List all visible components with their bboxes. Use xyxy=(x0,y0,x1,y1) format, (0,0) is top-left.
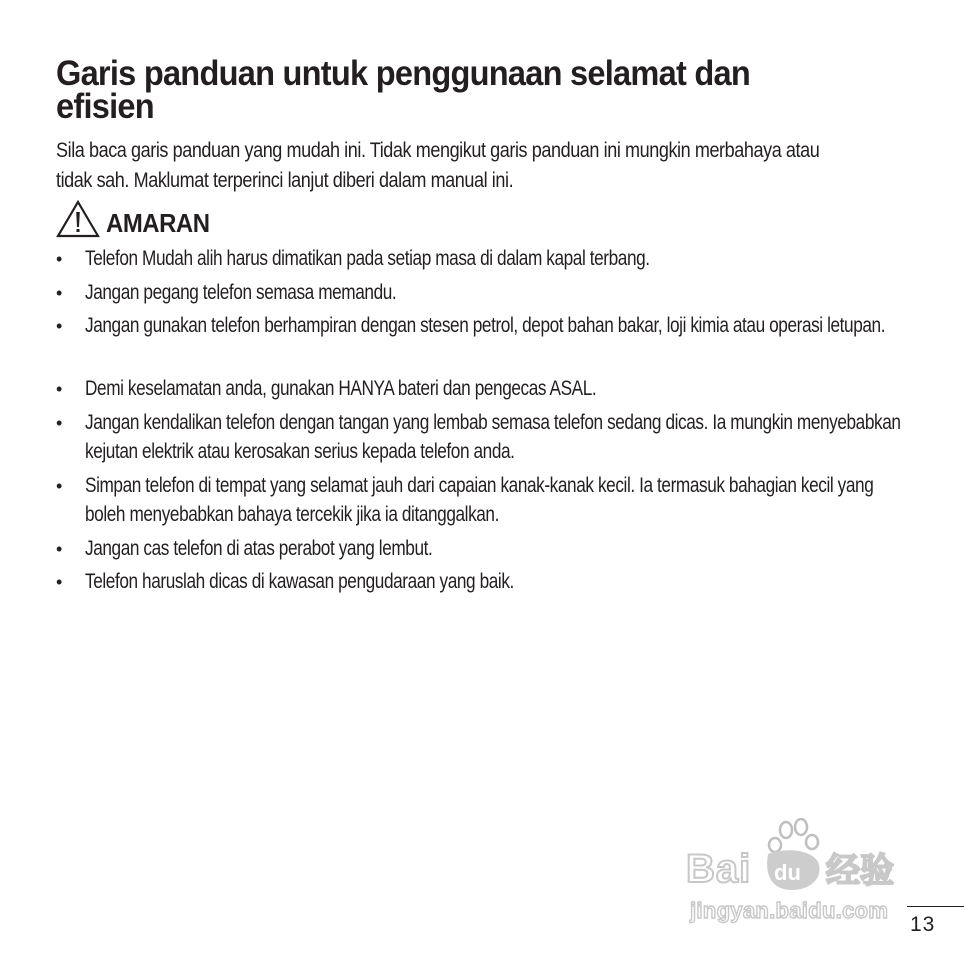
bullet-point: • xyxy=(56,379,63,399)
svg-text:经验: 经验 xyxy=(826,851,894,891)
bullet-point: • xyxy=(56,475,63,496)
list-item xyxy=(56,567,956,597)
list-item-text: Jangan pegang telefon semasa memandu. xyxy=(85,280,397,304)
warning-label: AMARAN xyxy=(106,208,210,238)
list-item xyxy=(56,471,956,530)
list-item-text: Jangan gunakan telefon berhampiran dengan stesen petrol, depot bahan bakar, loji kimia atau operasi letupan. xyxy=(85,314,886,337)
list-item xyxy=(56,534,956,564)
list-item xyxy=(56,311,956,370)
intro-paragraph: Sila baca garis panduan yang mudah ini. Tidak mengikut garis panduan ini mungkin merbahaya atau tidak sah. Maklumat terperinci lanjut diberi dalam manual ini. xyxy=(56,139,820,192)
svg-text:du: du xyxy=(774,860,801,885)
bullet-point: • xyxy=(56,412,63,433)
list-item-text: Telefon haruslah dicas di kawasan pengudaraan yang baik. xyxy=(85,570,514,593)
warning-triangle-icon xyxy=(56,200,100,238)
svg-text:jingyan.baidu.com: jingyan.baidu.com xyxy=(690,898,889,923)
page-number-rule xyxy=(907,906,964,907)
list-item-text: Demi keselamatan anda, gunakan HANYA bateri dan pengecas ASAL. xyxy=(85,377,597,400)
page-number: 13 xyxy=(910,913,936,936)
baidu-watermark-logo xyxy=(684,818,910,930)
bullet-point: • xyxy=(56,572,63,592)
list-item-text: Jangan kendalikan telefon dengan tangan yang lembab semasa telefon sedang dicas. Ia mungkin menyebabkan kejutan elektrik atau kerosakan serius kepada telefon anda. xyxy=(85,410,901,463)
page-title: Garis panduan untuk penggunaan selamat dan efisien xyxy=(56,54,751,126)
svg-text:Bai: Bai xyxy=(686,847,752,891)
bullet-point: • xyxy=(56,249,63,269)
list-item-text: Simpan telefon di tempat yang selamat jauh dari capaian kanak-kanak kecil. Ia termasuk bahagian kecil yang boleh menyebabkan bahaya tercekik jika ia ditanggalkan. xyxy=(85,473,874,526)
list-item xyxy=(56,244,956,274)
warning-list xyxy=(56,244,956,601)
list-item xyxy=(56,408,956,467)
warning-heading xyxy=(56,198,219,238)
list-item-text: Telefon Mudah alih harus dimatikan pada setiap masa di dalam kapal terbang. xyxy=(85,247,650,270)
list-item-text: Jangan cas telefon di atas perabot yang lembut. xyxy=(85,536,433,560)
list-item xyxy=(56,278,956,308)
bullet-point: • xyxy=(56,282,63,303)
bullet-point: • xyxy=(56,538,63,559)
bullet-point: • xyxy=(56,316,63,336)
list-item xyxy=(56,374,956,404)
